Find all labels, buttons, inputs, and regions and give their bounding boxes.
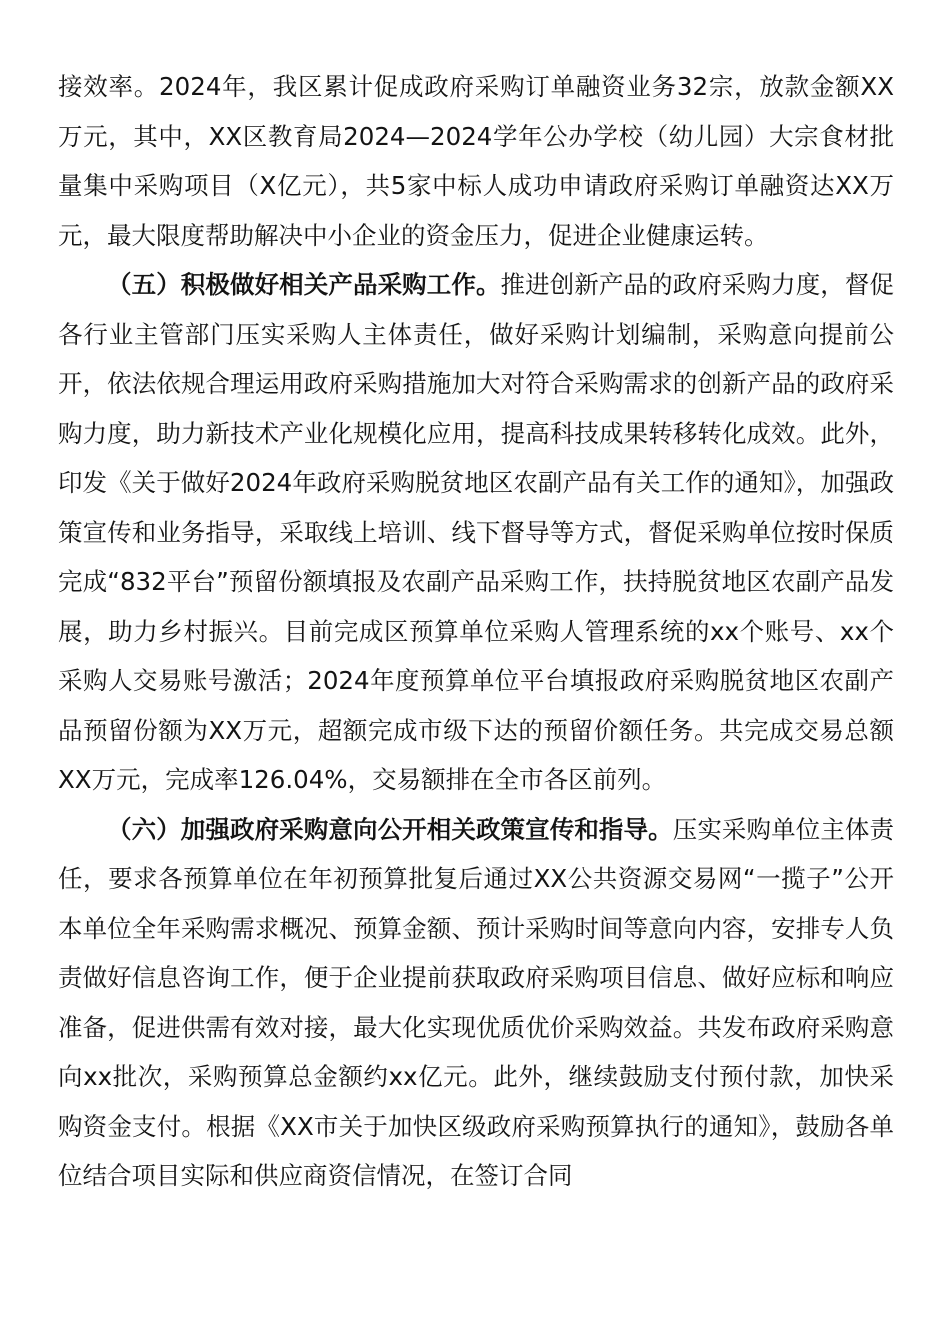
paragraph-3-text: 压实采购单位主体责任，要求各预算单位在年初预算批复后通过XX公共资源交易网“一揽子”公开本单位全年采购需求概况、预算金额、预计采购时间等意向内容，安排专人负责做好信息咨询工作，便于企业提前获取政府采购项目信息、做好应标和响应准备，促进供需有效对接，最大化实现优质优价采购效益。共发布政府采购意向xx批次，采购预算总金额约xx亿元。此外，继续鼓励支付预付款，加快采购资金支付。根据《XX市关于加快区级政府采购预算执行的通知》，鼓励各单位结合项目实际和供应商资信情况，在签订合同: [58, 814, 895, 1190]
paragraph-3: [58, 805, 894, 1201]
section-5-heading: （五）积极做好相关产品采购工作。: [107, 270, 501, 299]
paragraph-1: [58, 62, 894, 260]
section-6-heading: （六）加强政府采购意向公开相关政策宣传和指导。: [107, 814, 673, 844]
paragraph-1-text: 接效率。2024年，我区累计促成政府采购订单融资业务32宗，放款金额XX万元，其中，XX区教育局2024—2024学年公办学校（幼儿园）大宗食材批量集中采购项目（X亿元），共5家中标人成功申请政府采购订单融资达XX万元，最大限度帮助解决中小企业的资金压力，促进企业健康运转。: [58, 72, 894, 250]
document-page: [58, 62, 894, 1201]
paragraph-2: [58, 260, 894, 805]
paragraph-2-text: 推进创新产品的政府采购力度，督促各行业主管部门压实采购人主体责任，做好采购计划编制，采购意向提前公开，依法依规合理运用政府采购措施加大对符合采购需求的创新产品的政府采购力度，助力新技术产业化规模化应用，提高科技成果转移转化成效。此外，印发《关于做好2024年政府采购脱贫地区农副产品有关工作的通知》，加强政策宣传和业务指导，采取线上培训、线下督导等方式，督促采购单位按时保质完成“832平台”预留份额填报及农副产品采购工作，扶持脱贫地区农副产品发展，助力乡村振兴。目前完成区预算单位采购人管理系统的xx个账号、xx个采购人交易账号激活；2024年度预算单位平台填报政府采购脱贫地区农副产品预留份额为XX万元，超额完成市级下达的预留价额任务。共完成交易总额XX万元，完成率126.04%，交易额排在全市各区前列。: [58, 270, 894, 794]
